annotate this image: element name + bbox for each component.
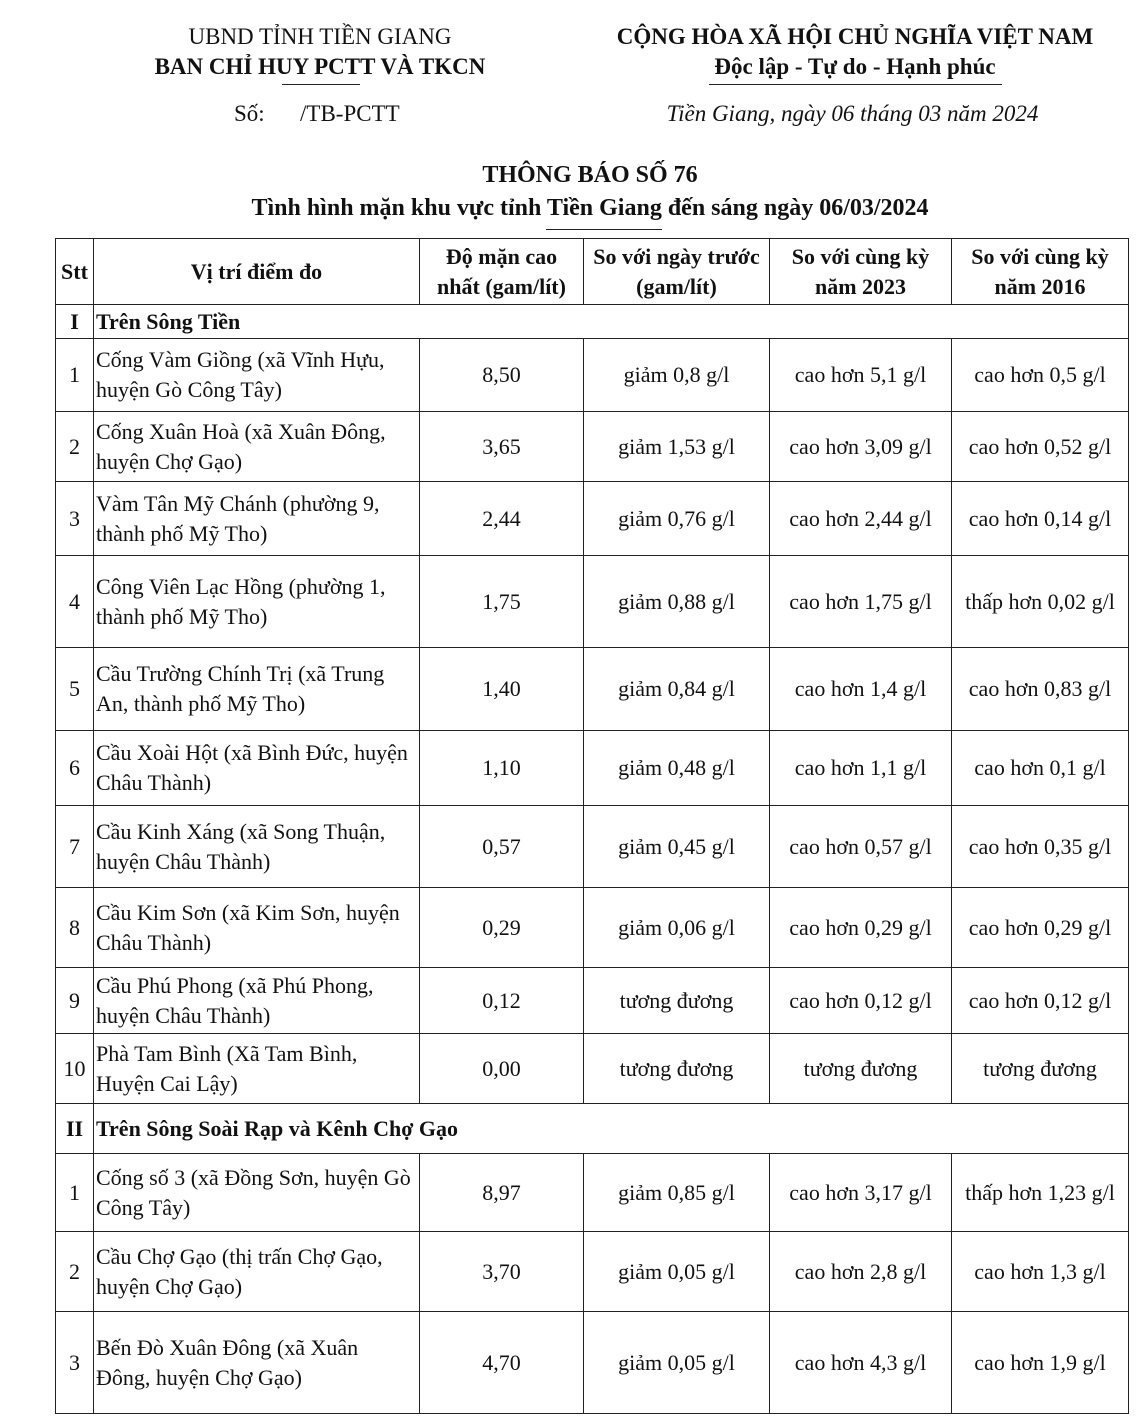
org-underline bbox=[282, 84, 360, 85]
table-header-row bbox=[56, 239, 1129, 305]
row-max-salinity: 8,50 bbox=[420, 339, 584, 412]
row-location: Bến Đò Xuân Đông (xã Xuân Đông, huyện Chợ Gạo) bbox=[94, 1312, 420, 1414]
section-name: Trên Sông Soài Rạp và Kênh Chợ Gạo bbox=[94, 1104, 1129, 1154]
row-max-salinity: 3,65 bbox=[420, 412, 584, 482]
row-vs-prev-day: giảm 0,84 g/l bbox=[584, 648, 770, 731]
row-max-salinity: 1,10 bbox=[420, 731, 584, 806]
row-stt: 1 bbox=[56, 339, 94, 412]
table-row bbox=[56, 1312, 1129, 1414]
table-row bbox=[56, 1154, 1129, 1232]
row-stt: 2 bbox=[56, 412, 94, 482]
row-stt: 7 bbox=[56, 806, 94, 888]
row-vs-prev-day: giảm 0,05 g/l bbox=[584, 1312, 770, 1414]
row-vs-2016: tương đương bbox=[952, 1034, 1129, 1104]
nation-line-2: Độc lập - Tự do - Hạnh phúc bbox=[714, 54, 996, 79]
row-vs-2016: cao hơn 0,14 g/l bbox=[952, 482, 1129, 556]
row-vs-prev-day: giảm 0,06 g/l bbox=[584, 888, 770, 968]
row-location: Vàm Tân Mỹ Chánh (phường 9, thành phố Mỹ Tho) bbox=[94, 482, 420, 556]
row-vs-2023: cao hơn 0,57 g/l bbox=[770, 806, 952, 888]
row-location: Cống số 3 (xã Đồng Sơn, huyện Gò Công Tây) bbox=[94, 1154, 420, 1232]
col-header-location: Vị trí điểm đo bbox=[94, 239, 420, 305]
table-row bbox=[56, 1034, 1129, 1104]
col-header-vs-2016: So với cùng kỳ năm 2016 bbox=[952, 239, 1129, 305]
row-vs-2023: cao hơn 5,1 g/l bbox=[770, 339, 952, 412]
row-max-salinity: 4,70 bbox=[420, 1312, 584, 1414]
table-row bbox=[56, 556, 1129, 648]
row-vs-2016: thấp hơn 0,02 g/l bbox=[952, 556, 1129, 648]
section-name: Trên Sông Tiền bbox=[94, 305, 1129, 339]
row-vs-2023: cao hơn 2,8 g/l bbox=[770, 1232, 952, 1312]
table-row bbox=[56, 888, 1129, 968]
row-vs-2016: cao hơn 0,35 g/l bbox=[952, 806, 1129, 888]
row-stt: 4 bbox=[56, 556, 94, 648]
table-row bbox=[56, 806, 1129, 888]
row-location: Công Viên Lạc Hồng (phường 1, thành phố Mỹ Tho) bbox=[94, 556, 420, 648]
row-stt: 5 bbox=[56, 648, 94, 731]
row-location: Phà Tam Bình (Xã Tam Bình, Huyện Cai Lậy) bbox=[94, 1034, 420, 1104]
row-location: Cầu Xoài Hột (xã Bình Đức, huyện Châu Thành) bbox=[94, 731, 420, 806]
row-vs-prev-day: giảm 0,76 g/l bbox=[584, 482, 770, 556]
doc-number-label: Số: bbox=[234, 101, 265, 126]
row-vs-2023: cao hơn 1,75 g/l bbox=[770, 556, 952, 648]
row-max-salinity: 1,75 bbox=[420, 556, 584, 648]
nation-line-1: CỘNG HÒA XÃ HỘI CHỦ NGHĨA VIỆT NAM bbox=[616, 24, 1094, 49]
row-location: Cầu Chợ Gạo (thị trấn Chợ Gạo, huyện Chợ Gạo) bbox=[94, 1232, 420, 1312]
row-vs-2016: thấp hơn 1,23 g/l bbox=[952, 1154, 1129, 1232]
row-max-salinity: 3,70 bbox=[420, 1232, 584, 1312]
row-vs-prev-day: giảm 0,45 g/l bbox=[584, 806, 770, 888]
row-location: Cống Vàm Giồng (xã Vĩnh Hựu, huyện Gò Công Tây) bbox=[94, 339, 420, 412]
row-max-salinity: 8,97 bbox=[420, 1154, 584, 1232]
table-row bbox=[56, 339, 1129, 412]
row-stt: 6 bbox=[56, 731, 94, 806]
salinity-table bbox=[55, 238, 1129, 1414]
section-number: II bbox=[56, 1104, 94, 1154]
row-location: Cầu Kim Sơn (xã Kim Sơn, huyện Châu Thành) bbox=[94, 888, 420, 968]
col-header-vs-2023: So với cùng kỳ năm 2023 bbox=[770, 239, 952, 305]
place-date: Tiền Giang, ngày 06 tháng 03 năm 2024 bbox=[666, 101, 1039, 126]
col-header-vs-prev-day: So với ngày trước (gam/lít) bbox=[584, 239, 770, 305]
section-row bbox=[56, 1104, 1129, 1154]
row-location: Cầu Phú Phong (xã Phú Phong, huyện Châu Thành) bbox=[94, 968, 420, 1034]
subtitle-underline bbox=[546, 229, 662, 230]
row-vs-2016: cao hơn 0,12 g/l bbox=[952, 968, 1129, 1034]
row-vs-2016: cao hơn 1,9 g/l bbox=[952, 1312, 1129, 1414]
row-vs-2023: tương đương bbox=[770, 1034, 952, 1104]
row-max-salinity: 0,57 bbox=[420, 806, 584, 888]
org-line-1: UBND TỈNH TIỀN GIANG bbox=[188, 24, 452, 49]
row-location: Cống Xuân Hoà (xã Xuân Đông, huyện Chợ Gạo) bbox=[94, 412, 420, 482]
motto-underline bbox=[709, 84, 1002, 85]
row-vs-2023: cao hơn 0,12 g/l bbox=[770, 968, 952, 1034]
table-row bbox=[56, 731, 1129, 806]
row-vs-2023: cao hơn 1,4 g/l bbox=[770, 648, 952, 731]
row-vs-prev-day: tương đương bbox=[584, 968, 770, 1034]
row-stt: 1 bbox=[56, 1154, 94, 1232]
table-row bbox=[56, 482, 1129, 556]
notice-subtitle: Tình hình mặn khu vực tỉnh Tiền Giang đến sáng ngày 06/03/2024 bbox=[251, 195, 929, 221]
row-location: Cầu Kinh Xáng (xã Song Thuận, huyện Châu Thành) bbox=[94, 806, 420, 888]
row-vs-2016: cao hơn 0,29 g/l bbox=[952, 888, 1129, 968]
doc-number-suffix: /TB-PCTT bbox=[300, 101, 400, 126]
row-max-salinity: 1,40 bbox=[420, 648, 584, 731]
row-stt: 10 bbox=[56, 1034, 94, 1104]
table-row bbox=[56, 412, 1129, 482]
row-vs-prev-day: giảm 0,05 g/l bbox=[584, 1232, 770, 1312]
row-stt: 3 bbox=[56, 482, 94, 556]
row-vs-2016: cao hơn 0,83 g/l bbox=[952, 648, 1129, 731]
row-vs-prev-day: giảm 0,48 g/l bbox=[584, 731, 770, 806]
row-vs-2023: cao hơn 4,3 g/l bbox=[770, 1312, 952, 1414]
row-max-salinity: 0,29 bbox=[420, 888, 584, 968]
row-max-salinity: 2,44 bbox=[420, 482, 584, 556]
row-max-salinity: 0,12 bbox=[420, 968, 584, 1034]
row-vs-prev-day: giảm 0,88 g/l bbox=[584, 556, 770, 648]
table-row bbox=[56, 648, 1129, 731]
row-location: Cầu Trường Chính Trị (xã Trung An, thành phố Mỹ Tho) bbox=[94, 648, 420, 731]
row-vs-2023: cao hơn 3,09 g/l bbox=[770, 412, 952, 482]
row-max-salinity: 0,00 bbox=[420, 1034, 584, 1104]
table-row bbox=[56, 1232, 1129, 1312]
row-vs-2016: cao hơn 0,1 g/l bbox=[952, 731, 1129, 806]
notice-title: THÔNG BÁO SỐ 76 bbox=[482, 162, 698, 188]
section-number: I bbox=[56, 305, 94, 339]
col-header-max-salinity: Độ mặn cao nhất (gam/lít) bbox=[420, 239, 584, 305]
table-row bbox=[56, 968, 1129, 1034]
col-header-stt: Stt bbox=[56, 239, 94, 305]
row-vs-2023: cao hơn 1,1 g/l bbox=[770, 731, 952, 806]
row-vs-2016: cao hơn 0,52 g/l bbox=[952, 412, 1129, 482]
row-stt: 9 bbox=[56, 968, 94, 1034]
section-row bbox=[56, 305, 1129, 339]
row-stt: 2 bbox=[56, 1232, 94, 1312]
row-vs-prev-day: giảm 1,53 g/l bbox=[584, 412, 770, 482]
row-stt: 3 bbox=[56, 1312, 94, 1414]
row-vs-2016: cao hơn 1,3 g/l bbox=[952, 1232, 1129, 1312]
row-vs-2016: cao hơn 0,5 g/l bbox=[952, 339, 1129, 412]
row-vs-2023: cao hơn 2,44 g/l bbox=[770, 482, 952, 556]
row-vs-prev-day: tương đương bbox=[584, 1034, 770, 1104]
org-line-2: BAN CHỈ HUY PCTT VÀ TKCN bbox=[154, 54, 486, 79]
row-vs-2023: cao hơn 0,29 g/l bbox=[770, 888, 952, 968]
row-vs-2023: cao hơn 3,17 g/l bbox=[770, 1154, 952, 1232]
row-stt: 8 bbox=[56, 888, 94, 968]
row-vs-prev-day: giảm 0,8 g/l bbox=[584, 339, 770, 412]
row-vs-prev-day: giảm 0,85 g/l bbox=[584, 1154, 770, 1232]
